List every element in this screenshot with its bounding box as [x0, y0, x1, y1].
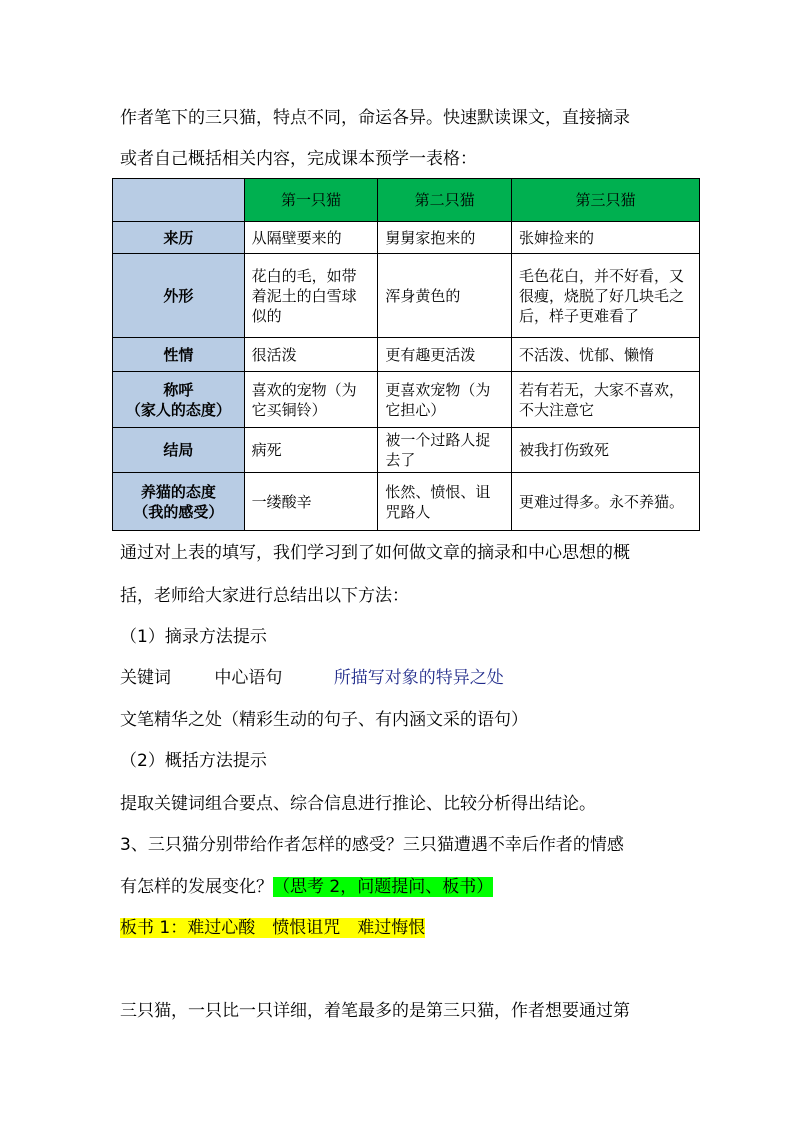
intro-line-1: 作者笔下的三只猫，特点不同，命运各异。快速默读课文，直接摘录 [120, 108, 630, 128]
table-header-cat-2: 第二只猫 [378, 179, 512, 222]
table-cell: 从隔壁要来的 [244, 222, 378, 254]
table-cell: 被我打伤致死 [512, 428, 700, 473]
summary-line-2: 括，老师给大家进行总结出以下方法： [120, 586, 409, 606]
row-label-origin: 来历 [113, 222, 245, 254]
table-cell: 毛色花白，并不好看，又很瘦，烧脱了好几块毛之后，样子更难看了 [512, 254, 700, 338]
board-notes [120, 917, 425, 939]
method-1-line-2: 文笔精华之处（精彩生动的句子、有内涵文采的语句） [120, 710, 528, 730]
table-header-cat-1: 第一只猫 [244, 179, 378, 222]
summary-line-1: 通过对上表的填写，我们学习到了如何做文章的摘录和中心思想的概 [120, 543, 630, 563]
table-cell: 被一个过路人捉去了 [378, 428, 512, 473]
item-special-features: 所描写对象的特异之处 [333, 668, 504, 688]
closing-line: 三只猫，一只比一只详细，着笔最多的是第三只猫，作者想要通过第 [120, 1001, 630, 1021]
row-label-feeling: 养猫的态度 （我的感受） [113, 473, 245, 531]
board-notes-text: 板书 1：难过心酸 愤恨诅咒 难过悔恨 [120, 918, 426, 938]
row-label-appearance: 外形 [113, 254, 245, 338]
row-label-temperament: 性情 [113, 338, 245, 372]
question-3-line-1: 3、三只猫分别带给作者怎样的感受？三只猫遭遇不幸后作者的情感 [120, 835, 624, 855]
table-cell: 病死 [244, 428, 378, 473]
method-2-title: （2）概括方法提示 [120, 751, 267, 771]
method-2-line: 提取关键词组合要点、综合信息进行推论、比较分析得出结论。 [120, 794, 596, 814]
row-label-ending: 结局 [113, 428, 245, 473]
table-cell: 一缕酸辛 [244, 473, 378, 531]
table-cell: 怅然、愤恨、诅咒路人 [378, 473, 512, 531]
cats-table [112, 178, 700, 531]
method-1-items [120, 667, 504, 689]
table-cell: 很活泼 [244, 338, 378, 372]
question-3-line-2 [120, 876, 493, 898]
table-cell: 若有若无，大家不喜欢，不大注意它 [512, 372, 700, 428]
table-cell: 浑身黄色的 [378, 254, 512, 338]
row-label-attitude: 称呼 （家人的态度） [113, 372, 245, 428]
question-3-note: （思考 2，问题提问、板书） [273, 877, 494, 897]
item-central-sentence: 中心语句 [214, 668, 283, 688]
table-corner-cell [113, 179, 245, 222]
item-keyword: 关键词 [120, 668, 171, 688]
table-cell: 不活泼、忧郁、懒惰 [512, 338, 700, 372]
table-cell: 更有趣更活泼 [378, 338, 512, 372]
table-header-cat-3: 第三只猫 [512, 179, 700, 222]
table-cell: 舅舅家抱来的 [378, 222, 512, 254]
question-3-text: 有怎样的发展变化？ [120, 877, 273, 897]
table-cell: 张婶捡来的 [512, 222, 700, 254]
table-cell: 更难过得多。永不养猫。 [512, 473, 700, 531]
intro-line-2: 或者自己概括相关内容，完成课本预学一表格： [120, 149, 477, 169]
table-cell: 花白的毛，如带着泥土的白雪球似的 [244, 254, 378, 338]
method-1-title: （1）摘录方法提示 [120, 627, 267, 647]
table-cell: 喜欢的宠物（为它买铜铃） [244, 372, 378, 428]
table-cell: 更喜欢宠物（为它担心） [378, 372, 512, 428]
